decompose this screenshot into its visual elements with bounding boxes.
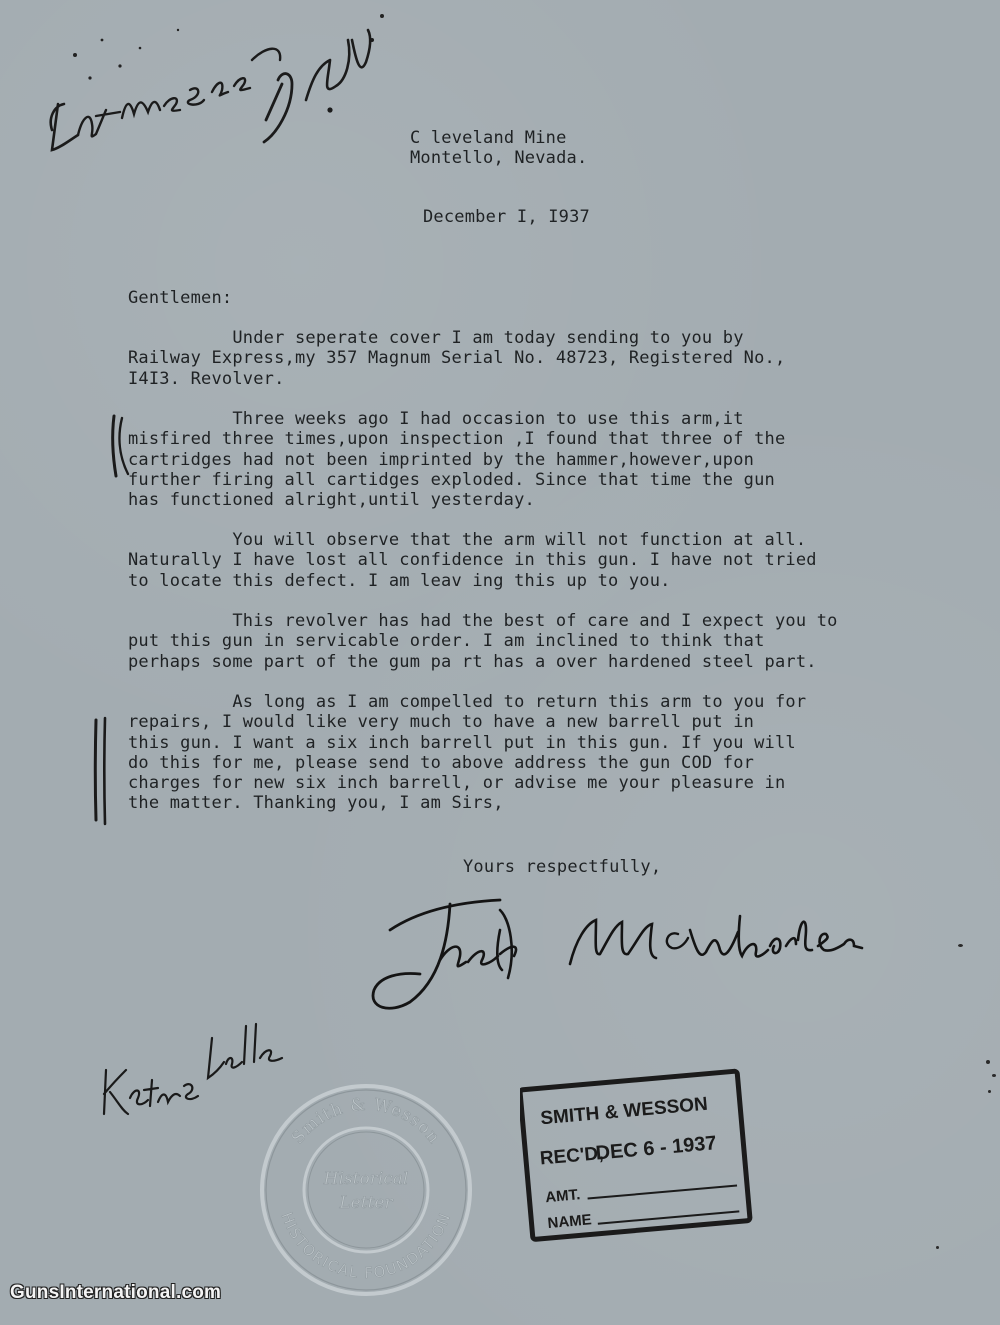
paragraph-5 [128,692,948,814]
paragraph-line: has functioned alright,until yesterday. [128,490,535,511]
sender-address-line-2: Montello, Nevada. [410,148,588,168]
site-watermark: GunsInternational.com [10,1282,222,1303]
stamp-company: SMITH & WESSON [539,1093,709,1130]
paragraph-line: misfired three times,upon inspection ,I found that three of the [128,429,786,450]
margin-mark-paragraph-5 [88,716,118,826]
paragraph-line: Under seperate cover I am today sending to you by [128,328,744,348]
letter-date: December I, I937 [423,207,590,227]
stamp-received-label: REC'D, [539,1143,605,1170]
paragraph-4 [128,611,948,672]
seal-center-text-1: Historical [323,1169,409,1189]
paragraph-line: Three weeks ago I had occasion to use this arm,it [128,409,744,429]
paragraph-line: the matter. Thanking you, I am Sirs, [128,793,504,814]
paragraph-line: perhaps some part of the gum pa rt has a over hardened steel part. [128,651,817,672]
signature [350,890,870,1020]
paragraph-line: do this for me, please send to above address the gun COD for [128,752,755,773]
seal-center-text-2: Letter [339,1193,393,1213]
paragraph-line: to locate this defect. I am leav ing this up to you. [128,570,671,591]
paragraph-line: Naturally I have lost all confidence in this gun. I have not tried [128,550,817,571]
historical-foundation-seal [256,1080,476,1300]
stamp-amount-label: AMT. [544,1186,581,1207]
paragraph-3 [128,530,948,591]
paragraph-1 [128,328,948,389]
paragraph-line: put this gun in servicable order. I am inclined to think that [128,631,765,652]
paragraph-line: cartridges had not been imprinted by the hammer,however,upon [128,449,755,470]
paragraph-line: this gun. I want a six inch barrell put in this gun. If you will [128,732,796,753]
paragraph-line: You will observe that the arm will not function at all. [128,530,807,550]
paragraph-2 [128,409,948,510]
received-stamp [520,1060,756,1250]
paragraph-line: charges for new six inch barrell, or advise me your pleasure in [128,773,786,794]
closing: Yours respectfully, [463,857,662,877]
paragraph-line: repairs, I would like very much to have a new barrell put in [128,712,755,733]
stamp-received-date: DEC 6 - 1937 [594,1132,718,1165]
paragraph-line: As long as I am compelled to return this arm to you for [128,692,807,712]
paragraph-line: Railway Express,my 357 Magnum Serial No. 48723, Registered No., [128,348,786,369]
seal-top-text: Smith & Wesson [287,1094,445,1149]
seal-bottom-text: HISTORICAL FOUNDATION [277,1209,455,1283]
paragraph-line: I4I3. Revolver. [128,368,285,389]
margin-mark-paragraph-2 [104,412,134,482]
paragraph-line: further firing all cartidges exploded. Since that time the gun [128,469,775,490]
paragraph-line: This revolver has had the best of care and I expect you to [128,611,838,631]
stamp-name-label: NAME [546,1211,593,1233]
sender-address-line-1: C leveland Mine [410,128,567,148]
salutation: Gentlemen: [128,288,233,308]
